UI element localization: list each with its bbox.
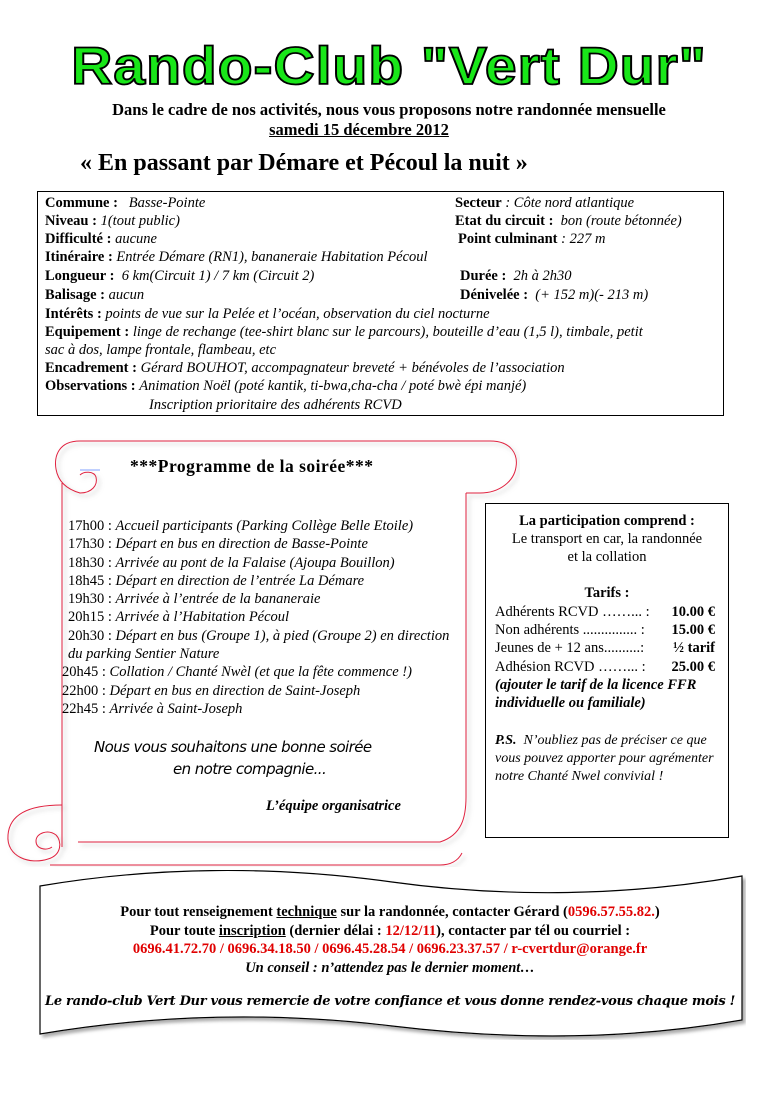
program-list <box>62 517 463 718</box>
tech-contact: Pour tout renseignement technique sur la randonnée, contacter Gérard (0596.57.55.82.) <box>120 904 660 920</box>
program-item: 19h30 : Arrivée à l’entrée de la bananeraie <box>68 591 321 608</box>
participation-box <box>485 503 729 838</box>
etat-row: Etat du circuit : bon (route bétonnée) <box>455 213 682 229</box>
wish-text-2: en notre compagnie... <box>173 760 327 778</box>
signature: L’équipe organisatrice <box>266 798 401 814</box>
intro-text: Dans le cadre de nos activités, nous vous proposons notre randonnée mensuelle <box>112 100 666 119</box>
observations-row-2: Inscription prioritaire des adhérents RCVD <box>149 397 402 413</box>
event-date: samedi 15 décembre 2012 <box>269 120 449 139</box>
price-row: Non adhérents ............... : 15.00 € <box>495 622 715 638</box>
price-row: Adhésion RCVD ……... : 25.00 € <box>495 659 715 675</box>
itineraire-row: Itinéraire : Entrée Démare (RN1), bananeraie Habitation Pécoul <box>45 249 428 265</box>
equipement-row-2: sac à dos, lampe frontale, flambeau, etc <box>45 342 277 358</box>
program-title: ***Programme de la soirée*** <box>130 456 374 476</box>
ps-note: P.S. N’oubliez pas de préciser ce que vous pouvez apporter pour agrémenter notre Chanté Nwel convivial ! <box>495 733 714 784</box>
balisage-row: Balisage : aucun <box>45 287 145 303</box>
contact-block <box>40 903 740 977</box>
program-item: 20h45 : Collation / Chanté Nwèl (et que la fête commence !) <box>62 664 412 681</box>
commune-row: Commune : Basse-Pointe <box>45 195 206 211</box>
encadrement-row: Encadrement : Gérard BOUHOT, accompagnateur breveté + bénévoles de l’association <box>45 360 565 376</box>
contact-numbers[interactable]: 0696.41.72.70 / 0696.34.18.50 / 0696.45.28.54 / 0696.23.37.57 / r-cvertdur@orange.fr <box>132 941 648 957</box>
program-item: 17h30 : Départ en bus en direction de Basse-Pointe <box>68 536 368 553</box>
advice: Un conseil : n’attendez pas le dernier moment… <box>245 959 535 976</box>
licence-note: (ajouter le tarif de la licence FFR individuelle ou familiale) <box>495 677 697 711</box>
wish-text: Nous vous souhaitons une bonne soirée <box>94 738 372 756</box>
equipement-row: Equipement : linge de rechange (tee-shirt blanc sur le parcours), bouteille d’eau (1,5 l), timbale, petit <box>45 324 643 340</box>
duree-row: Durée : 2h à 2h30 <box>460 268 572 284</box>
price-row: Jeunes de + 12 ans..........: ½ tarif <box>495 640 715 656</box>
program-item: 18h45 : Départ en direction de l’entrée La Démare <box>68 572 365 589</box>
program-item: 22h00 : Départ en bus en direction de Saint-Joseph <box>62 682 361 699</box>
program-item: 22h45 : Arrivée à Saint-Joseph <box>62 700 243 717</box>
program-item: 17h00 : Accueil participants (Parking Collège Belle Etoile) <box>68 518 414 534</box>
interets-row: Intérêts : points de vue sur la Pelée et l’océan, observation du ciel nocturne <box>45 306 490 322</box>
denivelee-row: Dénivelée : (+ 152 m)(- 213 m) <box>460 287 649 303</box>
program-item: 18h30 : Arrivée au pont de la Falaise (Ajoupa Bouillon) <box>68 554 395 571</box>
program-item: 20h15 : Arrivée à l’Habitation Pécoul <box>68 609 290 626</box>
tarifs-title: Tarifs : <box>584 585 630 601</box>
info-box <box>37 191 724 416</box>
observations-row: Observations : Animation Noël (poté kantik, ti-bwa,cha-cha / poté bwè épi manjé) <box>45 378 527 394</box>
participation-line: Le transport en car, la randonnée <box>511 531 703 547</box>
tech-phone[interactable]: 0596.57.55.82. <box>567 904 655 920</box>
thanks-text: Le rando-club Vert Dur vous remercie de votre confiance et vous donne rendez-vous chaque mois ! <box>44 994 736 1009</box>
longueur-row: Longueur : 6 km(Circuit 1) / 7 km (Circuit 2) <box>45 268 315 284</box>
point-culminant-row: Point culminant : 227 m <box>458 231 606 247</box>
club-title: Rando-Club "Vert Dur" <box>71 37 707 96</box>
difficulte-row: Difficulté : aucune <box>45 231 157 247</box>
program-item: 20h30 : Départ en bus (Groupe 1), à pied (Groupe 2) en direction du parking Sentier Nature <box>68 627 450 663</box>
inscription-contact: Pour toute inscription (dernier délai : 12/12/11), contacter par tél ou courriel : <box>149 922 631 939</box>
event-subtitle: « En passant par Démare et Pécoul la nuit » <box>80 150 528 176</box>
secteur-row: Secteur : Côte nord atlantique <box>455 195 635 211</box>
participation-line-2: et la collation <box>567 549 647 565</box>
niveau-row: Niveau : 1(tout public) <box>45 213 180 229</box>
price-row: Adhérents RCVD ……... : 10.00 € <box>495 604 715 620</box>
participation-title: La participation comprend : <box>519 513 695 529</box>
